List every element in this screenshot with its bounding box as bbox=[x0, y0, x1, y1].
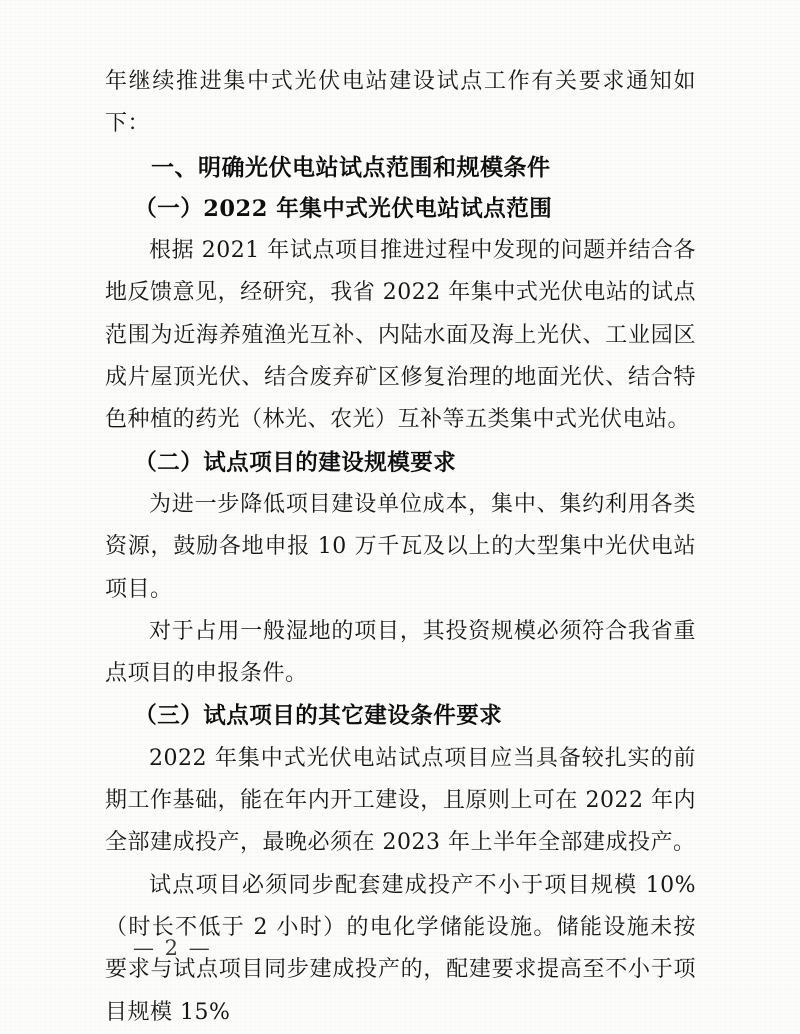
paragraph-scale-requirement: 为进一步降低项目建设单位成本，集中、集约利用各类资源，鼓励各地申报 10 万千瓦及以上的大型集中光伏电站项目。 bbox=[105, 491, 696, 602]
paragraph-scope: 根据 2021 年试点项目推进过程中发现的问题并结合各地反馈意见，经研究，我省 2022 年集中式光伏电站的试点范围为近海养殖渔光互补、内陆水面及海上光伏、工业园区成片屋顶光伏、结合废弃矿区修复治理的地面光伏、结合特色种植的药光（林光、农光）互补等五类集中式光伏电站。 bbox=[105, 238, 696, 433]
subsection-heading-3: （三）试点项目的其它建设条件要求 bbox=[134, 703, 503, 730]
document-body bbox=[105, 61, 696, 1034]
subsection-heading-2: （二）试点项目的建设规模要求 bbox=[134, 449, 457, 476]
paragraph-wetland-requirement: 对于占用一般湿地的项目，其投资规模必须符合我省重点项目的申报条件。 bbox=[105, 618, 696, 687]
page-number: — 2 — bbox=[133, 936, 212, 960]
subsection-heading-1: （一）2022 年集中式光伏电站试点范围 bbox=[134, 195, 553, 222]
section-heading-1: 一、明确光伏电站试点范围和规模条件 bbox=[151, 153, 551, 180]
paragraph-construction-conditions: 2022 年集中式光伏电站试点项目应当具备较扎实的前期工作基础，能在年内开工建设，且原则上可在 2022 年内全部建成投产，最晚必须在 2023 年上半年全部建成投产。 bbox=[105, 745, 696, 856]
paragraph-continuation: 年继续推进集中式光伏电站建设试点工作有关要求通知如下： bbox=[105, 69, 696, 137]
paragraph-energy-storage: 试点项目必须同步配套建成投产不小于项目规模 10%（时长不低于 2 小时）的电化学储能设施。储能设施未按要求与试点项目同步建成投产的，配建要求提高至不小于项目规模 15% bbox=[105, 872, 696, 1025]
